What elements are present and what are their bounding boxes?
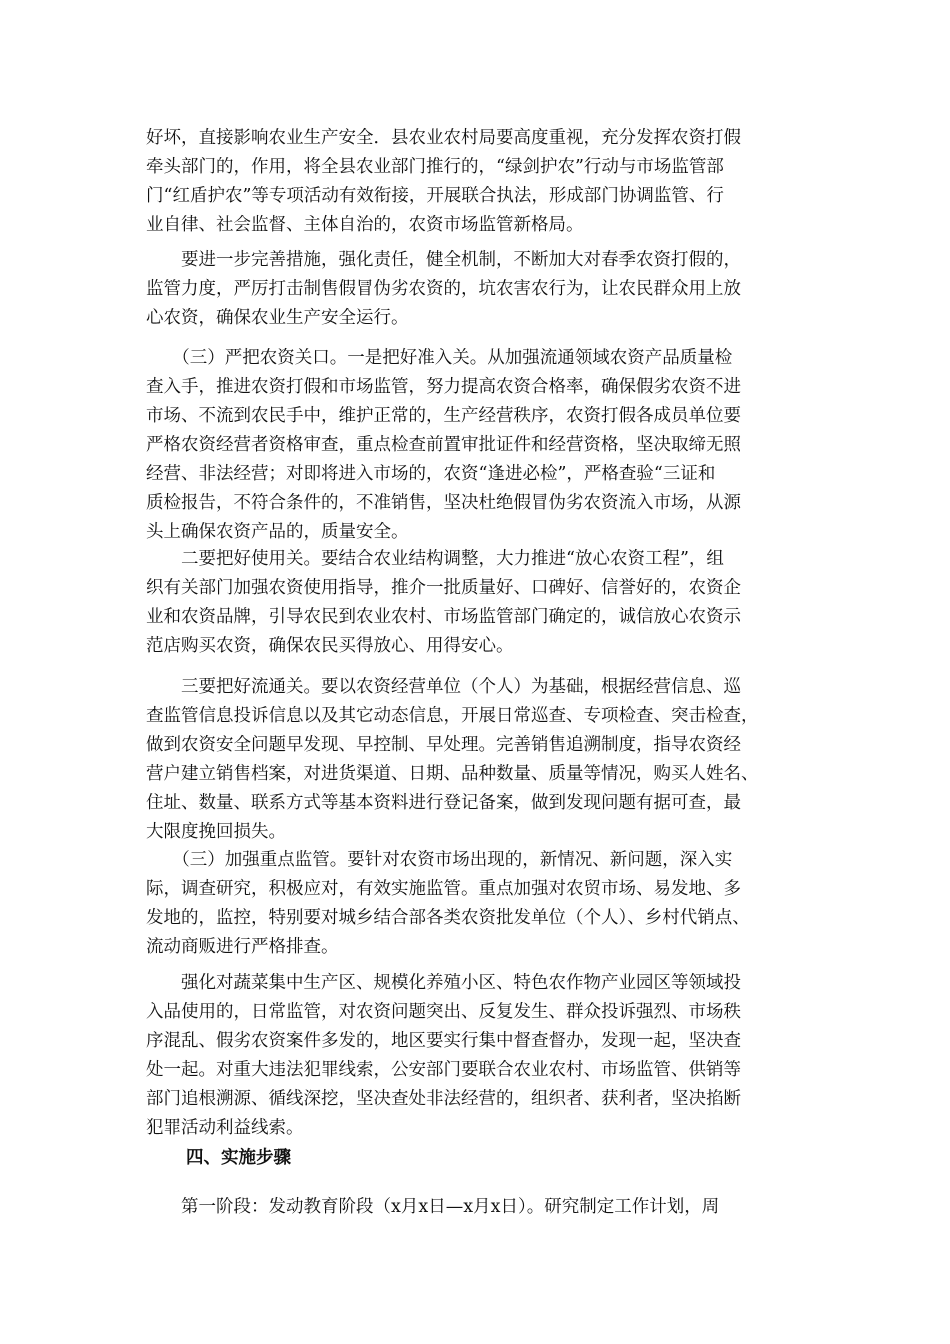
text-line: 监管力度，严厉打击制售假冒伪劣农资的，坑农害农行为，让农民群众用上放 [146,279,741,299]
text-line: 质检报告，不符合条件的，不准销售，坚决杜绝假冒伪劣农资流入市场，从源 [146,493,741,513]
text-line: 序混乱、假劣农资案件多发的，地区要实行集中督查督办，发现一起，坚决查 [146,1031,741,1051]
text-line: 际，调查研究，积极应对，有效实施监管。重点加强对农贸市场、易发地、多 [146,879,741,899]
text-line: 处一起。对重大违法犯罪线索，公安部门要联合农业农村、市场监管、供销等 [146,1060,741,1080]
text-line: 部门追根溯源、循线深挖，坚决查处非法经营的，组织者、获利者，坚决掐断 [146,1089,741,1109]
text-line: 二要把好使用关。要结合农业结构调整，大力推进“放心农资工程”，组 [146,549,724,569]
text-line: 牵头部门的，作用，将全县农业部门推行的，“绿剑护农”行动与市场监管部 [146,157,724,177]
text-line: 业和农资品牌，引导农民到农业农村、市场监管部门确定的，诚信放心农资示 [146,607,741,627]
text-line: 入品使用的，日常监管，对农资问题突出、反复发生、群众投诉强烈、市场秩 [146,1002,741,1022]
text-line: 强化对蔬菜集中生产区、规模化养殖小区、特色农作物产业园区等领域投 [146,973,741,993]
text-line: 头上确保农资产品的，质量安全。 [146,522,409,542]
text-line: 业自律、社会监督、主体自治的，农资市场监管新格局。 [146,215,584,235]
text-line: 市场、不流到农民手中，维护正常的，生产经营秩序，农资打假各成员单位要 [146,406,741,426]
paragraph-7 [146,969,806,1143]
text-line: 三要把好流通关。要以农资经营单位（个人）为基础，根据经营信息、巡 [146,677,741,697]
text-line: 发地的，监控，特别要对城乡结合部各类农资批发单位（个人）、乡村代销点、 [146,908,750,928]
text-line: 第一阶段：发动教育阶段（x月x日—x月x日）。研究制定工作计划，周 [146,1197,720,1217]
text-line: 营户建立销售档案，对进货渠道、日期、品种数量、质量等情况，购买人姓名、 [146,764,759,784]
paragraph-4 [146,545,806,661]
text-line: 大限度挽回损失。 [146,822,286,842]
text-line: 流动商贩进行严格排查。 [146,937,339,957]
paragraph-8 [146,1193,806,1222]
text-line: 范店购买农资，确保农民买得放心、用得安心。 [146,636,514,656]
text-line: 住址、数量、联系方式等基本资料进行登记备案，做到发现问题有据可查，最 [146,793,741,813]
text-line: 犯罪活动利益线索。 [146,1118,304,1138]
paragraph-5 [146,673,806,847]
text-line: （三）加强重点监管。要针对农资市场出现的，新情况、新问题，深入实 [146,850,733,870]
text-line: 做到农资安全问题早发现、早控制、早处理。完善销售追溯制度，指导农资经 [146,735,741,755]
text-line: 门“红盾护农”等专项活动有效衔接，开展联合执法，形成部门协调监管、行 [146,186,724,206]
text-line: 要进一步完善措施，强化责任，健全机制，不断加大对春季农资打假的， [146,250,741,270]
paragraph-3 [146,344,806,547]
text-line: 查入手，推进农资打假和市场监管，努力提高农资合格率，确保假劣农资不进 [146,377,741,397]
text-line: 经营、非法经营；对即将进入市场的，农资“逢进必检”，严格查验“三证和 [146,464,716,484]
section-heading: 四、实施步骤 [186,1148,291,1168]
paragraph-1 [146,124,806,240]
text-line: 织有关部门加强农资使用指导，推介一批质量好、口碑好、信誉好的，农资企 [146,578,741,598]
paragraph-6 [146,846,806,962]
paragraph-2 [146,246,806,333]
text-line: 心农资，确保农业生产安全运行。 [146,308,409,328]
text-line: 查监管信息投诉信息以及其它动态信息，开展日常巡查、专项检查、突击检查， [146,706,759,726]
text-line: 严格农资经营者资格审查，重点检查前置审批证件和经营资格，坚决取缔无照 [146,435,741,455]
text-line: 好坏，直接影响农业生产安全．县农业农村局要高度重视，充分发挥农资打假 [146,128,741,148]
text-line: （三）严把农资关口。一是把好准入关。从加强流通领域农资产品质量检 [146,348,733,368]
